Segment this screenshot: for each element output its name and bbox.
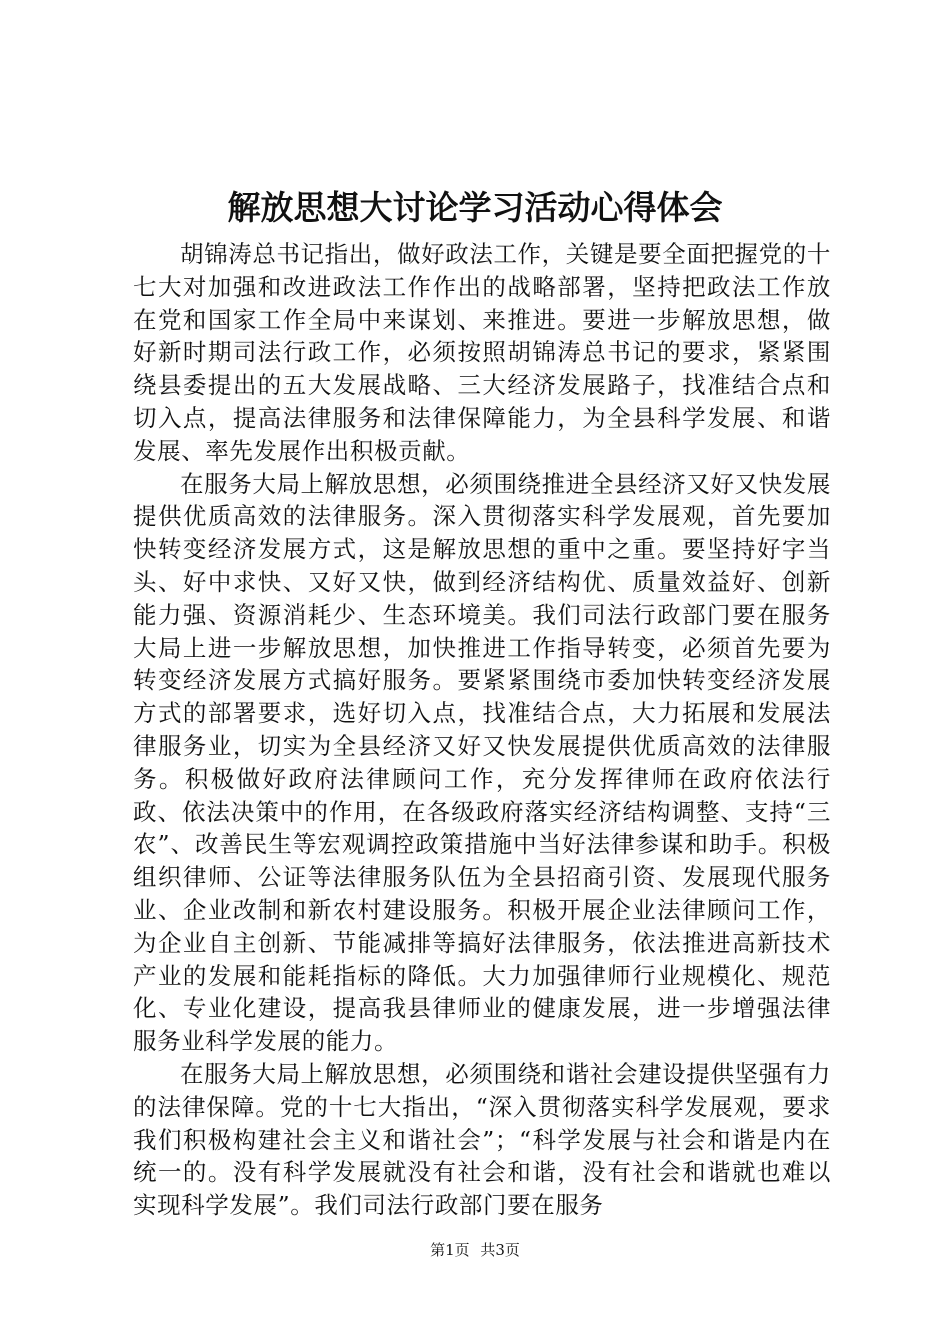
- page-footer: [0, 1240, 950, 1260]
- document-body: [133, 238, 831, 1222]
- page-number: 第1页: [430, 1241, 470, 1259]
- paragraph-3: 在服务大局上解放思想，必须围绕和谐社会建设提供坚强有力的法律保障。党的十七大指出，“深入贯彻落实科学发展观，要求我们积极构建社会主义和谐社会”；“科学发展与社会和谐是内在统一的。没有科学发展就没有社会和谐，没有社会和谐就也难以实现科学发展”。我们司法行政部门要在服务: [133, 1059, 831, 1220]
- page-total: 共3页: [480, 1241, 520, 1259]
- document-title: 解放思想大讨论学习活动心得体会: [227, 188, 723, 227]
- paragraph-2: 在服务大局上解放思想，必须围绕推进全县经济又好又快发展提供优质高效的法律服务。深入贯彻落实科学发展观，首先要加快转变经济发展方式，这是解放思想的重中之重。要坚持好字当头、好中求快、又好又快，做到经济结构优、质量效益好、创新能力强、资源消耗少、生态环境美。我们司法行政部门要在服务大局上进一步解放思想，加快推进工作指导转变，必须首先要为转变经济发展方式搞好服务。要紧紧围绕市委加快转变经济发展方式的部署要求，选好切入点，找准结合点，大力拓展和发展法律服务业，切实为全县经济又好又快发展提供优质高效的法律服务。积极做好政府法律顾问工作，充分发挥律师在政府依法行政、依法决策中的作用，在各级政府落实经济结构调整、支持“三农”、改善民生等宏观调控政策措施中当好法律参谋和助手。积极组织律师、公证等法律服务队伍为全县招商引资、发展现代服务业、企业改制和新农村建设服务。积极开展企业法律顾问工作，为企业自主创新、节能减排等搞好法律服务，依法推进高新技术产业的发展和能耗指标的降低。大力加强律师行业规模化、规范化、专业化建设，提高我县律师业的健康发展，进一步增强法律服务业科学发展的能力。: [133, 469, 831, 1056]
- paragraph-1: 胡锦涛总书记指出，做好政法工作，关键是要全面把握党的十七大对加强和改进政法工作作出的战略部署，坚持把政法工作放在党和国家工作全局中来谋划、来推进。要进一步解放思想，做好新时期司法行政工作，必须按照胡锦涛总书记的要求，紧紧围绕县委提出的五大发展战略、三大经济发展路子，找准结合点和切入点，提高法律服务和法律保障能力，为全县科学发展、和谐发展、率先发展作出积极贡献。: [133, 240, 831, 465]
